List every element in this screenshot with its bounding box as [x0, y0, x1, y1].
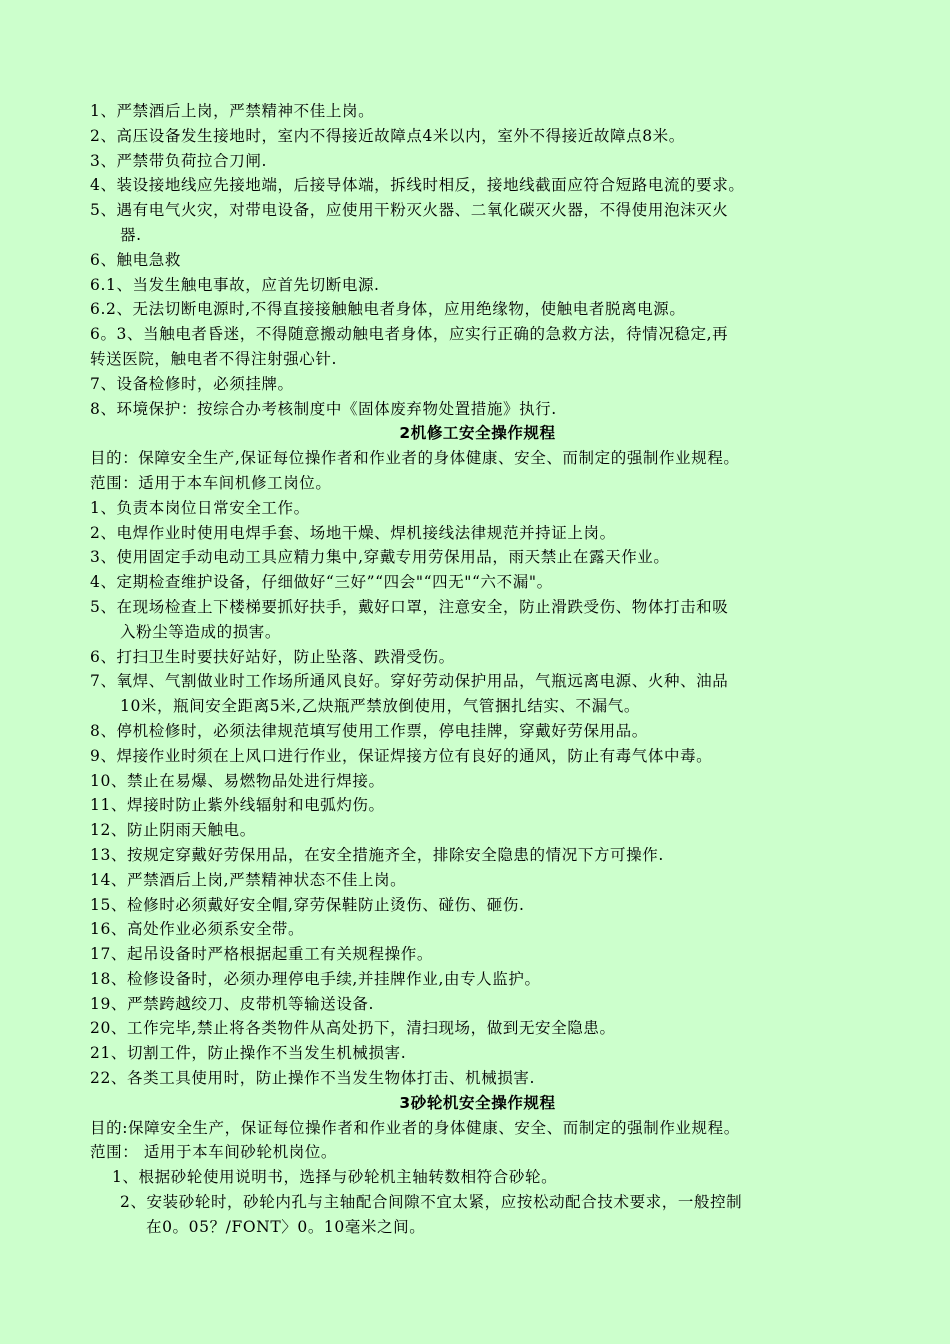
rule-item: 1、严禁酒后上岗，严禁精神不佳上岗。 — [90, 102, 375, 120]
scope-text: 范围：适用于本车间机修工岗位。 — [90, 473, 332, 492]
scope-text: 范围： 适用于本车间砂轮机岗位。 — [90, 1143, 338, 1162]
rule-item-continuation: 在0。05？/FONT〉0。10毫米之间。 — [146, 1217, 426, 1236]
rule-item: 1、根据砂轮使用说明书，选择与砂轮机主轴转数相符合砂轮。 — [112, 1168, 558, 1187]
rule-item: 12、防止阴雨天触电。 — [90, 821, 256, 840]
section-title: 3砂轮机安全操作规程 — [399, 1093, 556, 1112]
rule-subitem: 6.1、当发生触电事故，应首先切断电源. — [90, 275, 380, 294]
rule-item: 18、检修设备时，必须办理停电手续,并挂牌作业,由专人监护。 — [90, 969, 541, 988]
rule-item: 4、装设接地线应先接地端，后接导体端，拆线时相反，接地线截面应符合短路电流的要求。 — [90, 176, 745, 195]
rule-subitem-continuation: 转送医院，触电者不得注射强心针. — [90, 349, 338, 368]
rule-item-continuation: 器. — [120, 225, 142, 244]
rule-item: 7、设备检修时，必须挂牌。 — [90, 374, 294, 393]
document-content — [90, 99, 865, 1240]
section-title: 2机修工安全操作规程 — [399, 424, 556, 443]
rule-item: 13、按规定穿戴好劳保用品，在安全措施齐全，排除安全隐患的情况下方可操作. — [90, 845, 664, 864]
rule-item: 10、禁止在易爆、易燃物品处进行焊接。 — [90, 771, 385, 790]
purpose-text: 目的:保障安全生产，保证每位操作者和作业者的身体健康、安全、而制定的强制作业规程。 — [90, 1118, 740, 1137]
rule-item: 16、高处作业必须系安全带。 — [90, 920, 305, 939]
rule-item: 22、各类工具使用时，防止操作不当发生物体打击、机械损害. — [90, 1069, 536, 1088]
rule-item: 7、氧焊、气割做业时工作场所通风良好。穿好劳动保护用品，气瓶远离电源、火种、油品 — [90, 672, 729, 691]
rule-item: 17、起吊设备时严格根据起重工有关规程操作。 — [90, 945, 433, 964]
rule-item: 3、严禁带负荷拉合刀闸. — [90, 151, 267, 170]
rule-item: 8、停机检修时，必须法律规范填写使用工作票，停电挂牌，穿戴好劳保用品。 — [90, 721, 648, 740]
rule-item: 20、工作完毕,禁止将各类物件从高处扔下，清扫现场，做到无安全隐患。 — [90, 1019, 616, 1038]
rule-item: 2、电焊作业时使用电焊手套、场地干燥、焊机接线法律规范并持证上岗。 — [90, 523, 616, 542]
rule-item: 14、严禁酒后上岗,严禁精神状态不佳上岗。 — [90, 870, 407, 889]
rule-item: 9、焊接作业时须在上风口进行作业，保证焊接方位有良好的通风，防止有毒气体中毒。 — [90, 746, 713, 765]
rule-item-continuation: 10米，瓶间安全距离5米,乙炔瓶严禁放倒使用，气管捆扎结实、不漏气。 — [120, 697, 640, 716]
rule-subitem: 6。3、当触电者昏迷，不得随意搬动触电者身体，应实行正确的急救方法，待情况稳定,再 — [90, 325, 729, 344]
rule-item: 15、检修时必须戴好安全帽,穿劳保鞋防止烫伤、碰伤、砸伤. — [90, 895, 525, 914]
rule-item: 19、严禁跨越绞刀、皮带机等输送设备. — [90, 994, 375, 1013]
rule-item: 4、定期检查维护设备，仔细做好“三好”“四会"“四无"“六不漏"。 — [90, 573, 553, 592]
rule-item: 6、触电急救 — [90, 250, 181, 269]
rule-item: 21、切割工件，防止操作不当发生机械损害. — [90, 1044, 407, 1063]
rule-item: 11、焊接时防止紫外线辐射和电弧灼伤。 — [90, 796, 385, 815]
rule-item: 5、在现场检查上下楼梯要抓好扶手，戴好口罩，注意安全，防止滑跌受伤、物体打击和吸 — [90, 597, 729, 616]
rule-subitem: 6.2、无法切断电源时,不得直接接触触电者身体，应用绝缘物，使触电者脱离电源。 — [90, 300, 686, 319]
rule-item: 2、高压设备发生接地时，室内不得接近故障点4米以内，室外不得接近故障点8米。 — [90, 126, 685, 145]
rule-item-continuation: 入粉尘等造成的损害。 — [120, 622, 282, 641]
purpose-text: 目的：保障安全生产,保证每位操作者和作业者的身体健康、安全、而制定的强制作业规程。 — [90, 449, 740, 468]
rule-item: 5、遇有电气火灾，对带电设备，应使用干粉灭火器、二氧化碳灭火器，不得使用泡沫灭火 — [90, 201, 729, 220]
rule-item: 8、环境保护：按综合办考核制度中《固体废弃物处置措施》执行. — [90, 399, 557, 418]
rule-item: 3、使用固定手动电动工具应精力集中,穿戴专用劳保用品，雨天禁止在露天作业。 — [90, 548, 670, 567]
rule-item: 2、安装砂轮时，砂轮内孔与主轴配合间隙不宜太紧，应按松动配合技术要求，一般控制 — [120, 1193, 743, 1212]
rule-item: 1、负责本岗位日常安全工作。 — [90, 498, 310, 517]
rule-item: 6、打扫卫生时要扶好站好，防止坠落、跌滑受伤。 — [90, 647, 455, 666]
